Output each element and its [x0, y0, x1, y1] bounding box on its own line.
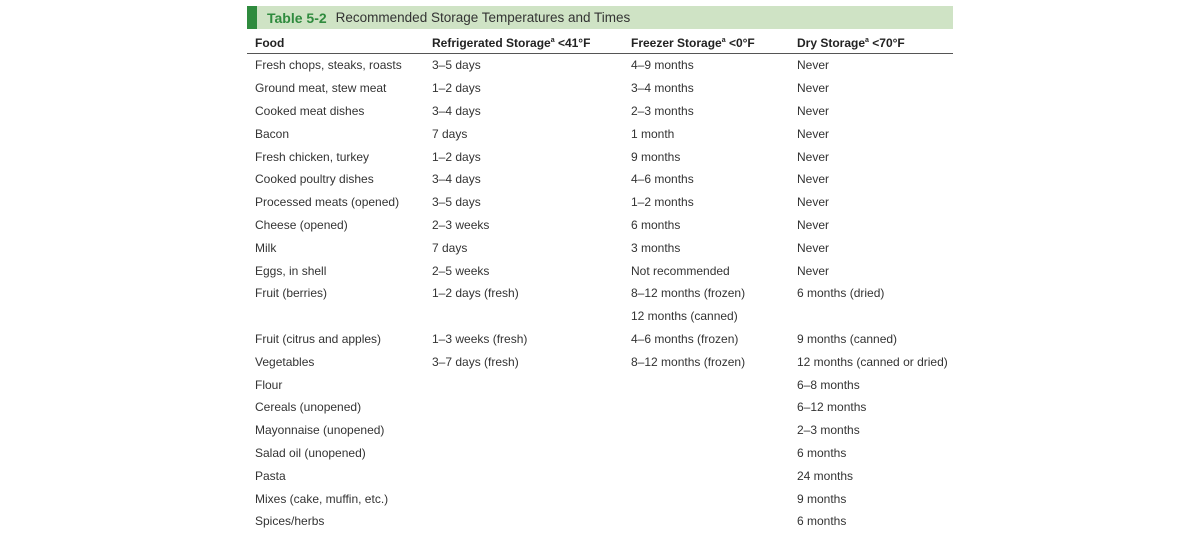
- dry-cell: Never: [797, 149, 830, 164]
- freezer-cell: [623, 442, 789, 465]
- dry-cell: 9 months: [797, 491, 847, 506]
- dry-cell: Never: [797, 263, 830, 278]
- dry-cell: 6–8 months: [797, 377, 860, 392]
- refrigerated-cell: 1–2 days: [432, 149, 481, 164]
- freezer-cell: 3–4 months: [631, 81, 694, 96]
- food-cell: Eggs, in shell: [255, 263, 327, 278]
- dry-cell: 6 months: [797, 445, 847, 460]
- freezer-cell: 8–12 months (frozen): [631, 354, 746, 369]
- food-cell: Cooked poultry dishes: [255, 172, 374, 187]
- dry-cell: [789, 305, 953, 328]
- dry-cell: 24 months: [797, 468, 854, 483]
- dry-cell: 6 months: [797, 514, 847, 529]
- dry-cell: 6–12 months: [797, 400, 867, 415]
- dry-cell: 2–3 months: [797, 423, 860, 438]
- food-cell: [247, 305, 424, 328]
- refrigerated-cell: 3–4 days: [432, 172, 481, 187]
- table-row: [247, 487, 953, 510]
- table-row: [247, 145, 953, 168]
- table-row: [247, 464, 953, 487]
- freezer-cell: [623, 510, 789, 533]
- dry-cell: 12 months (canned or dried): [797, 354, 948, 369]
- freezer-cell: 8–12 months (frozen): [631, 286, 746, 301]
- dry-cell: Never: [797, 195, 830, 210]
- table-title: Recommended Storage Temperatures and Times: [335, 10, 631, 25]
- food-cell: Salad oil (unopened): [255, 445, 366, 460]
- table-row: [247, 191, 953, 214]
- refrigerated-cell: [424, 305, 623, 328]
- refrigerated-cell: 1–2 days (fresh): [432, 286, 519, 301]
- food-cell: Cheese (opened): [255, 217, 348, 232]
- dry-cell: Never: [797, 240, 830, 255]
- table-row: [247, 100, 953, 123]
- table-row: [247, 168, 953, 191]
- dry-cell: Never: [797, 103, 830, 118]
- freezer-cell: [623, 373, 789, 396]
- food-cell: Ground meat, stew meat: [255, 81, 387, 96]
- table-row: [247, 214, 953, 237]
- freezer-cell: 12 months (canned): [631, 309, 738, 324]
- dry-cell: Never: [797, 81, 830, 96]
- table-row: [247, 122, 953, 145]
- freezer-cell: 3 months: [631, 240, 681, 255]
- table-row: [247, 236, 953, 259]
- table-row: [247, 510, 953, 533]
- refrigerated-cell: 3–5 days: [432, 195, 481, 210]
- food-cell: Bacon: [255, 126, 290, 141]
- food-cell: Cooked meat dishes: [255, 103, 365, 118]
- freezer-cell: 6 months: [631, 217, 681, 232]
- table-title-bar: [247, 6, 953, 29]
- header-food: Food: [247, 32, 424, 54]
- dry-cell: Never: [797, 172, 830, 187]
- freezer-cell: [623, 419, 789, 442]
- food-cell: Fresh chicken, turkey: [255, 149, 370, 164]
- table-row: [247, 373, 953, 396]
- table-row: [247, 305, 953, 328]
- food-cell: Mixes (cake, muffin, etc.): [255, 491, 389, 506]
- refrigerated-cell: [424, 396, 623, 419]
- food-cell: Cereals (unopened): [255, 400, 362, 415]
- refrigerated-cell: 3–7 days (fresh): [432, 354, 519, 369]
- table-row: [247, 77, 953, 100]
- dry-cell: Never: [797, 217, 830, 232]
- table-row: [247, 259, 953, 282]
- food-cell: Flour: [255, 377, 283, 392]
- freezer-cell: 4–6 months (frozen): [631, 331, 739, 346]
- dry-cell: Never: [797, 58, 830, 73]
- freezer-cell: [623, 487, 789, 510]
- refrigerated-cell: [424, 510, 623, 533]
- food-cell: Vegetables: [255, 354, 315, 369]
- table-row: [247, 419, 953, 442]
- freezer-cell: 4–6 months: [631, 172, 694, 187]
- refrigerated-cell: 7 days: [432, 126, 468, 141]
- food-cell: Milk: [255, 240, 277, 255]
- freezer-cell: 1 month: [631, 126, 675, 141]
- freezer-cell: [623, 396, 789, 419]
- header-row: [247, 32, 953, 54]
- refrigerated-cell: 2–5 weeks: [432, 263, 490, 278]
- dry-cell: 9 months (canned): [797, 331, 898, 346]
- storage-table: [247, 32, 953, 533]
- food-cell: Fruit (berries): [255, 286, 328, 301]
- freezer-cell: 2–3 months: [631, 103, 694, 118]
- freezer-cell: 1–2 months: [631, 195, 694, 210]
- table-row: [247, 350, 953, 373]
- table-row: [247, 396, 953, 419]
- refrigerated-cell: [424, 442, 623, 465]
- food-cell: Fruit (citrus and apples): [255, 331, 382, 346]
- refrigerated-cell: 1–2 days: [432, 81, 481, 96]
- dry-cell: Never: [797, 126, 830, 141]
- refrigerated-cell: [424, 464, 623, 487]
- freezer-cell: 4–9 months: [631, 58, 694, 73]
- food-cell: Processed meats (opened): [255, 195, 400, 210]
- refrigerated-cell: 1–3 weeks (fresh): [432, 331, 528, 346]
- table-row: [247, 282, 953, 305]
- storage-table-figure: [247, 6, 953, 533]
- refrigerated-cell: [424, 419, 623, 442]
- refrigerated-cell: 3–5 days: [432, 58, 481, 73]
- freezer-cell: Not recommended: [631, 263, 730, 278]
- header-refrigerated: Refrigerated Storage$^a$ <41°F: [424, 32, 623, 54]
- refrigerated-cell: [424, 373, 623, 396]
- food-cell: Spices/herbs: [255, 514, 325, 529]
- refrigerated-cell: [424, 487, 623, 510]
- food-cell: Pasta: [255, 468, 286, 483]
- food-cell: Fresh chops, steaks, roasts: [255, 58, 402, 73]
- title-accent-bar: [247, 6, 257, 29]
- refrigerated-cell: 7 days: [432, 240, 468, 255]
- table-number: Table 5-2: [267, 9, 327, 26]
- header-freezer: Freezer Storage$^a$ <0°F: [623, 32, 789, 54]
- header-dry: Dry Storage$^a$ <70°F: [789, 32, 953, 54]
- table-row: [247, 328, 953, 351]
- freezer-cell: 9 months: [631, 149, 681, 164]
- refrigerated-cell: 2–3 weeks: [432, 217, 490, 232]
- dry-cell: 6 months (dried): [797, 286, 885, 301]
- table-row: [247, 442, 953, 465]
- freezer-cell: [623, 464, 789, 487]
- food-cell: Mayonnaise (unopened): [255, 423, 385, 438]
- refrigerated-cell: 3–4 days: [432, 103, 481, 118]
- table-row: [247, 54, 953, 77]
